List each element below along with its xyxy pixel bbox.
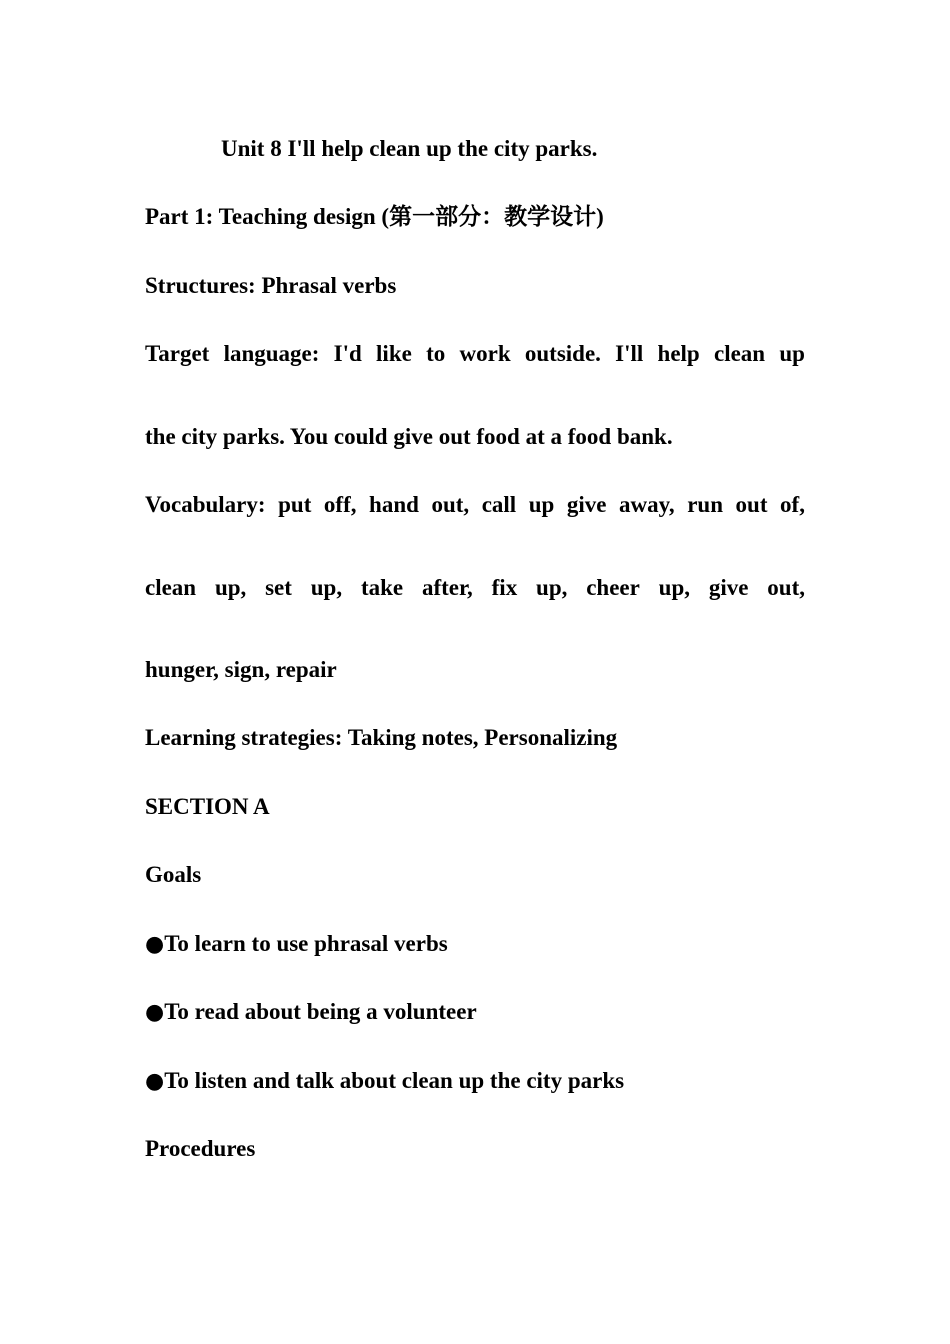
word: help [657,341,700,366]
word: of, [780,492,805,517]
word: outside. [524,341,601,366]
procedures-heading: Procedures [145,1136,256,1161]
goal-text: To learn to use phrasal verbs [164,931,448,956]
word: to [426,341,446,366]
part-heading: Part 1: Teaching design (第一部分：教学设计) [145,204,604,229]
word: up, [536,575,568,600]
word: clean [713,341,766,366]
vocabulary-line-1 [145,493,805,516]
goal-text: To read about being a volunteer [164,999,477,1024]
word: I'd [333,341,362,366]
learning-strategies-line: Learning strategies: Taking notes, Personalizing [145,725,618,750]
word: up [528,492,555,517]
word: out, [431,492,470,517]
word: like [376,341,412,366]
word: cheer [586,575,640,600]
word: up, [310,575,343,600]
goal-item [145,1069,624,1093]
word: after, [421,575,473,600]
word: hand [369,492,419,517]
word: run [687,492,723,517]
word: put [278,492,312,517]
word: Target [145,341,210,366]
structures-line: Structures: Phrasal verbs [145,273,397,298]
bullet-icon: ● [145,1000,165,1025]
word: I'll [615,341,644,366]
section-heading: SECTION A [145,794,270,819]
word: away, [619,492,675,517]
word: give [708,575,749,600]
word: out [735,492,768,517]
bullet-icon: ● [145,1069,165,1094]
goal-text: To listen and talk about clean up the city parks [164,1068,625,1093]
target-language-line-2: the city parks. You could give out food at a food bank. [145,424,673,449]
bullet-icon: ● [145,932,165,957]
word: call [481,492,517,517]
word: up, [658,575,691,600]
word: work [459,341,511,366]
word: up [779,341,805,366]
goal-item [145,932,448,956]
target-language-line-1 [145,342,805,365]
word: up, [214,575,247,600]
word: set [265,575,292,600]
word: clean [145,575,197,600]
word: give [566,492,607,517]
vocabulary-line-3: hunger, sign, repair [145,657,337,682]
word: fix [491,575,518,600]
word: take [360,575,404,600]
word: Vocabulary: [145,492,266,517]
document-title: Unit 8 I'll help clean up the city parks. [221,136,598,161]
word: out, [767,575,805,600]
goals-heading: Goals [145,862,202,887]
goal-item [145,1000,477,1024]
word: off, [323,492,357,517]
word: language: [223,341,320,366]
vocabulary-line-2 [145,576,805,599]
